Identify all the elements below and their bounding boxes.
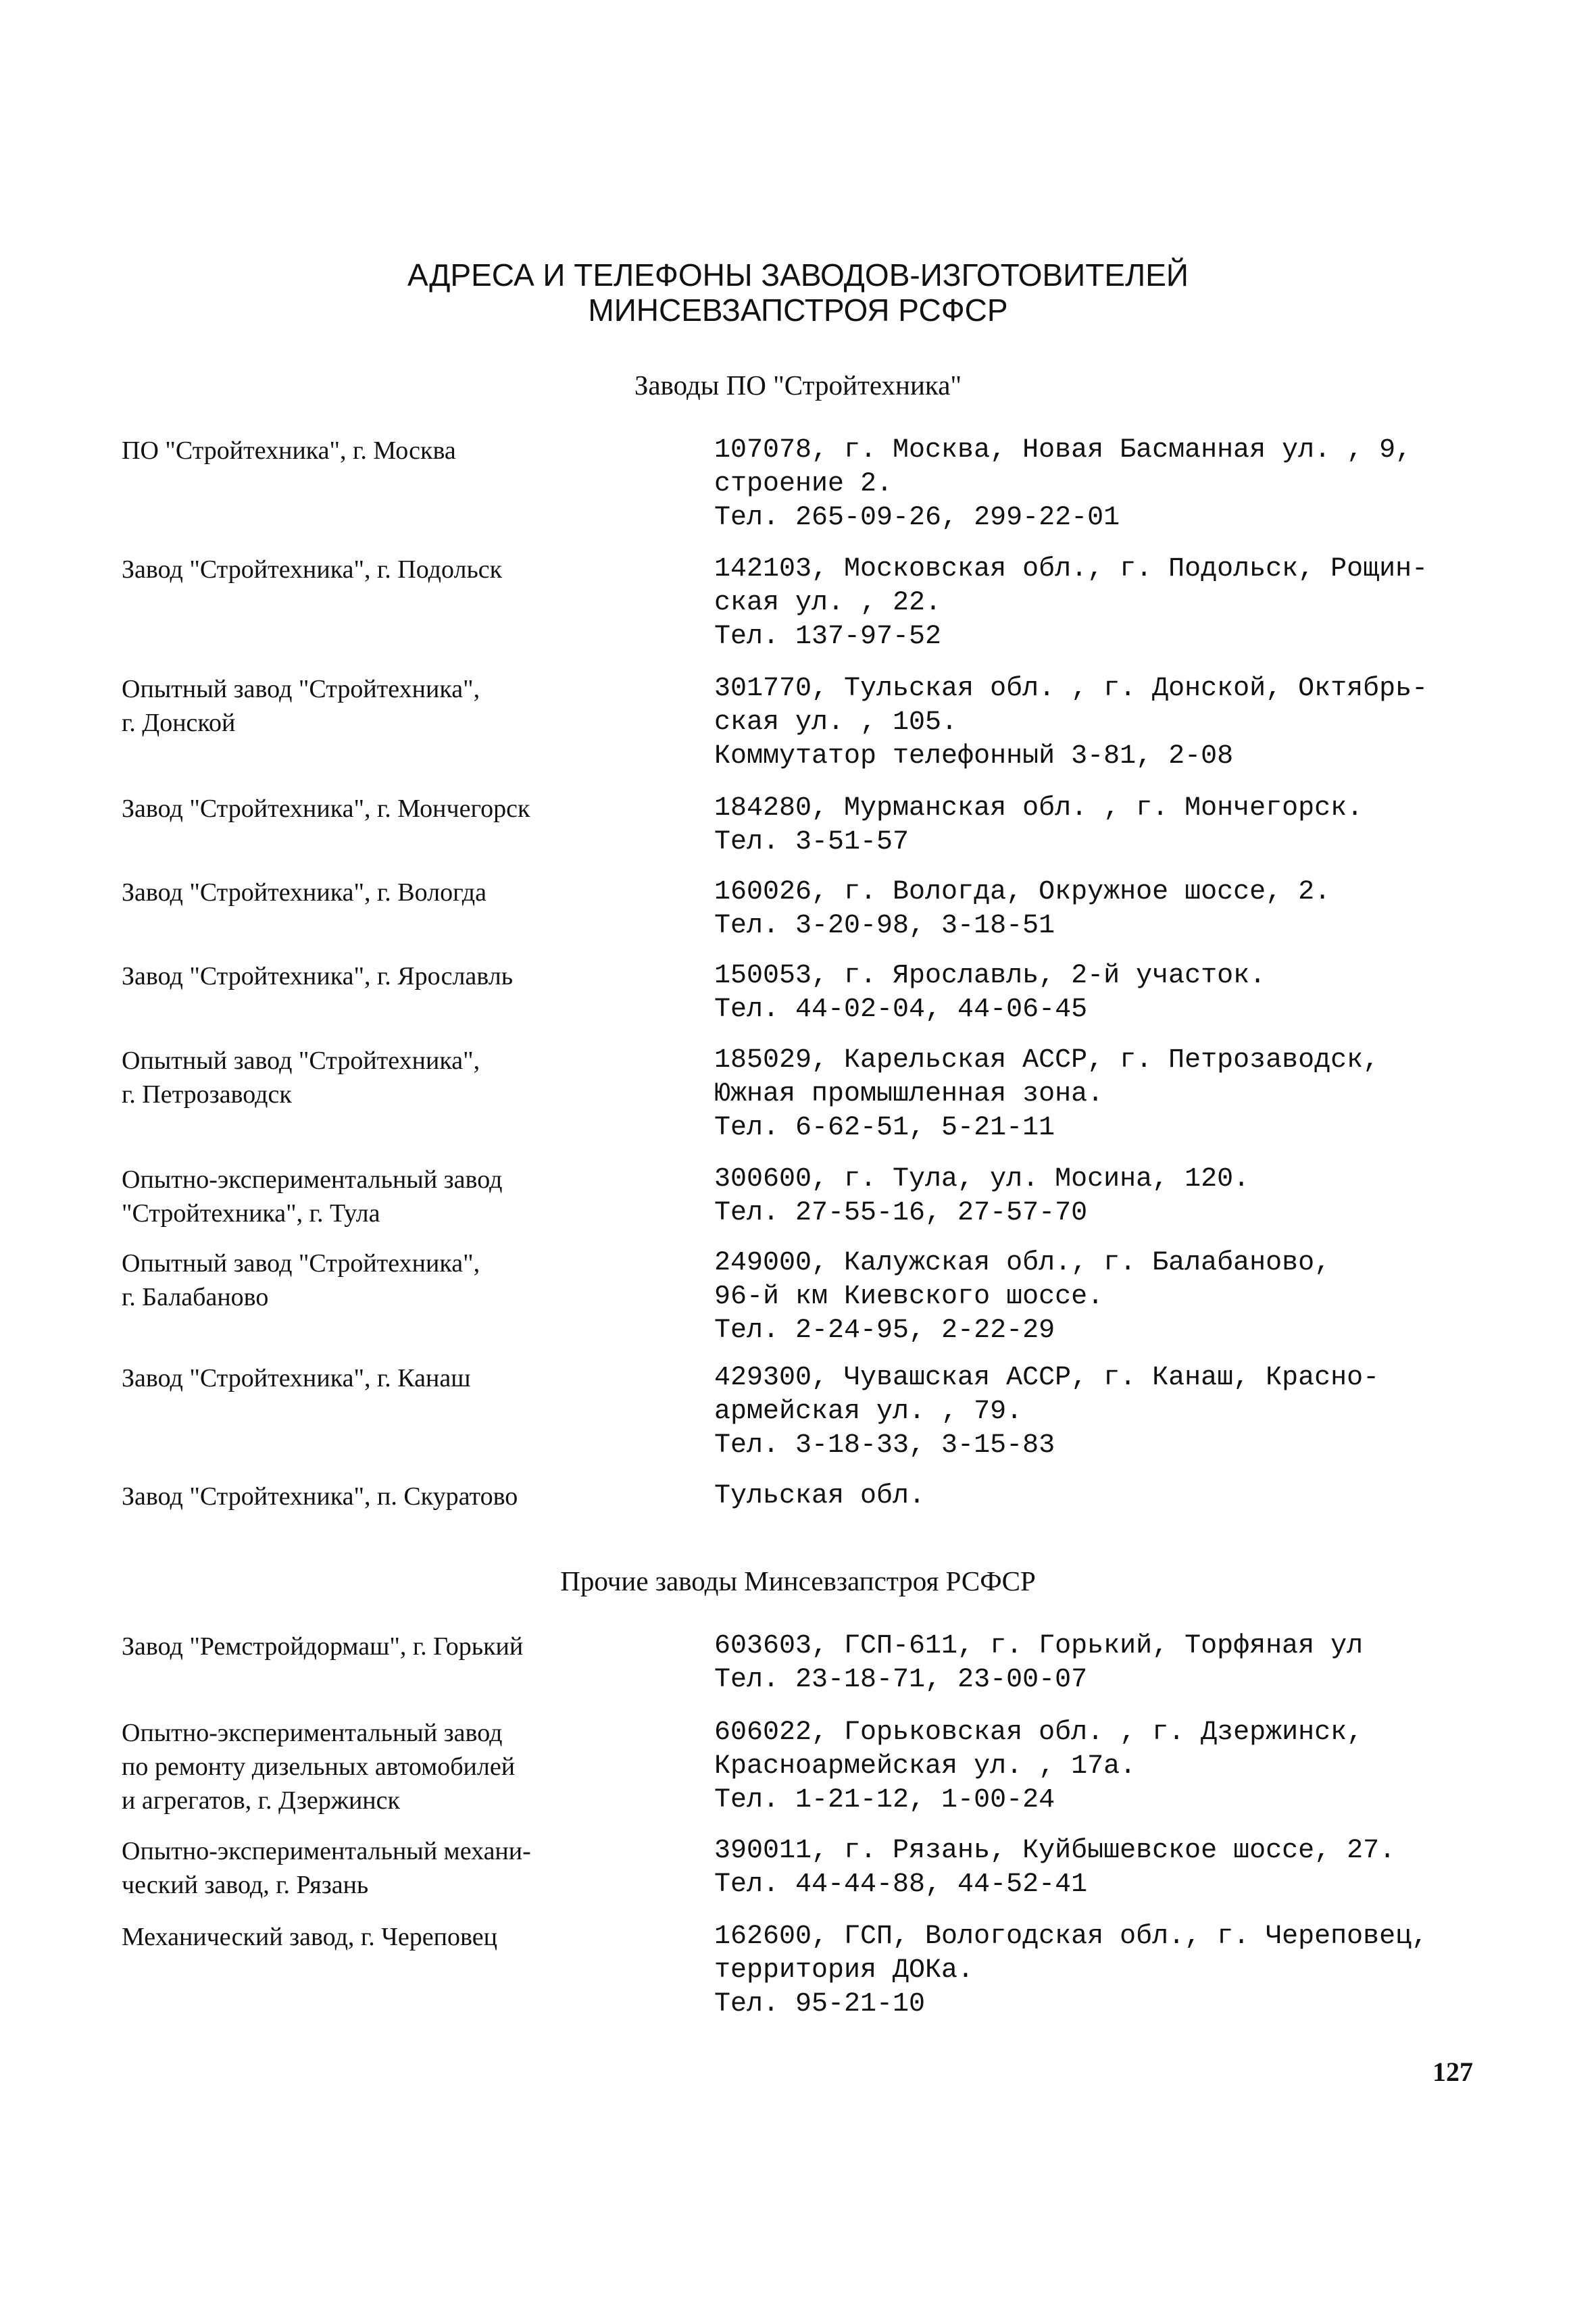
entry-12-addr: 603603, ГСП-611, г. Горький, Торфяная ул Тел. 23-18-71, 23-00-07 — [714, 1631, 1364, 1695]
entry-8-addr: 300600, г. Тула, ул. Мосина, 120. Тел. 27-55-16, 27-57-70 — [714, 1164, 1250, 1228]
entry-1-addr: 107078, г. Москва, Новая Басманная ул. , 9, строение 2. Тел. 265-09-26, 299-22-01 — [714, 435, 1412, 533]
entry-11-org: Завод "Стройтехника", п. Скуратово — [122, 1482, 518, 1511]
entry-6-org: Завод "Стройтехника", г. Ярославль — [122, 962, 514, 990]
entry-5-org: Завод "Стройтехника", г. Вологда — [122, 878, 487, 907]
page-number: 127 — [1432, 2057, 1473, 2087]
entry-11-addr: Тульская обл. — [714, 1481, 926, 1511]
entry-13-addr: 606022, Горьковская обл. , г. Дзержинск, Красноармейская ул. , 17а. Тел. 1-21-12, 1-00-24 — [714, 1717, 1364, 1815]
entry-15-org: Механический завод, г. Череповец — [122, 1923, 497, 1951]
page-title-line-2: МИНСЕВЗАПСТРОЯ РСФСР — [588, 293, 1008, 328]
entry-3-addr: 301770, Тульская обл. , г. Донской, Октябрь- ская ул. , 105. Коммутатор телефонный 3-81, 2-08 — [714, 674, 1428, 772]
entry-9-addr: 249000, Калужская обл., г. Балабаново, 96-й км Киевского шоссе. Тел. 2-24-95, 2-22-29 — [714, 1248, 1331, 1346]
entry-14-addr: 390011, г. Рязань, Куйбышевское шоссе, 27. Тел. 44-44-88, 44-52-41 — [714, 1836, 1396, 1900]
entry-14-org: Опытно-экспериментальный механи- ческий завод, г. Рязань — [122, 1837, 531, 1899]
entry-5-addr: 160026, г. Вологда, Окружное шоссе, 2. Тел. 3-20-98, 3-18-51 — [714, 877, 1331, 941]
entry-8-org: Опытно-экспериментальный завод "Стройтехника", г. Тула — [122, 1165, 503, 1228]
entry-4-addr: 184280, Мурманская обл. , г. Мончегорск. Тел. 3-51-57 — [714, 793, 1364, 857]
entry-15-addr: 162600, ГСП, Вологодская обл., г. Череповец, территория ДОКа. Тел. 95-21-10 — [714, 1921, 1428, 2019]
entry-7-addr: 185029, Карельская АССР, г. Петрозаводск, Южная промышленная зона. Тел. 6-62-51, 5-21-11 — [714, 1045, 1380, 1143]
entry-2-addr: 142103, Московская обл., г. Подольск, Рощин- ская ул. , 22. Тел. 137-97-52 — [714, 554, 1428, 652]
entry-13-org: Опытно-экспериментальный завод по ремонту дизельных автомобилей и агрегатов, г. Дзержинск — [122, 1719, 516, 1815]
entry-6-addr: 150053, г. Ярославль, 2-й участок. Тел. 44-02-04, 44-06-45 — [714, 961, 1266, 1025]
entry-10-addr: 429300, Чувашская АССР, г. Канаш, Красно- армейская ул. , 79. Тел. 3-18-33, 3-15-83 — [714, 1363, 1380, 1461]
entry-2-org: Завод "Стройтехника", г. Подольск — [122, 555, 503, 584]
entry-7-org: Опытный завод "Стройтехника", г. Петрозаводск — [122, 1047, 480, 1109]
entry-4-org: Завод "Стройтехника", г. Мончегорск — [122, 795, 530, 823]
entry-10-org: Завод "Стройтехника", г. Канаш — [122, 1364, 471, 1392]
page-title-line-1: АДРЕСА И ТЕЛЕФОНЫ ЗАВОДОВ-ИЗГОТОВИТЕЛЕЙ — [407, 257, 1189, 293]
section-title-stroytekhnika: Заводы ПО "Стройтехника" — [634, 370, 962, 401]
entry-9-org: Опытный завод "Стройтехника", г. Балабаново — [122, 1249, 480, 1311]
entry-3-org: Опытный завод "Стройтехника", г. Донской — [122, 675, 480, 737]
entry-1-org: ПО "Стройтехника", г. Москва — [122, 436, 456, 465]
entry-12-org: Завод "Ремстройдормаш", г. Горький — [122, 1632, 524, 1661]
section-title-other-plants: Прочие заводы Минсевзапстроя РСФСР — [560, 1565, 1036, 1596]
